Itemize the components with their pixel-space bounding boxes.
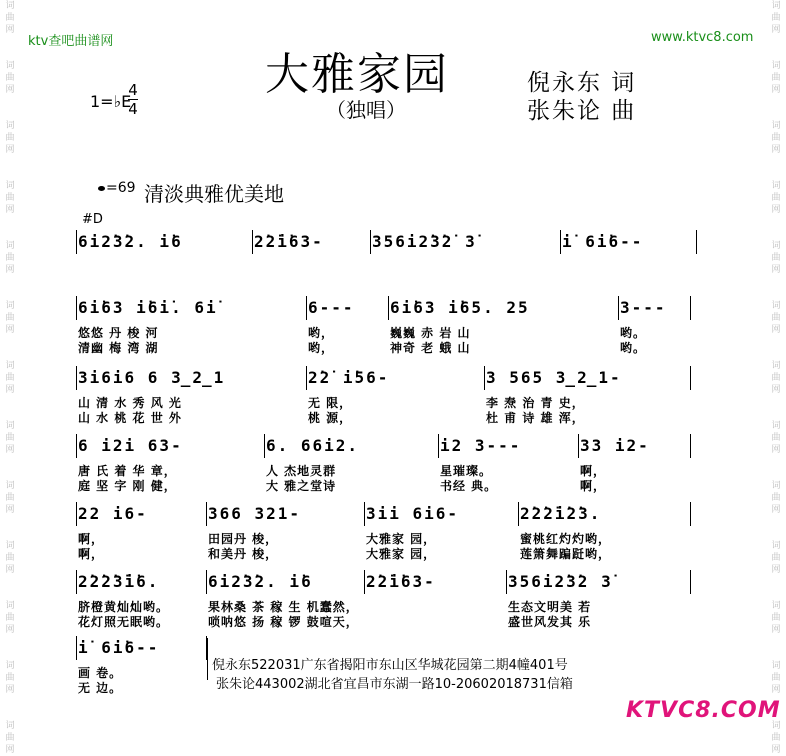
watermark-glyph: 词曲网 — [5, 541, 15, 575]
measure-notes: 2̇2̇i̇63- — [254, 232, 324, 251]
barline — [206, 502, 207, 526]
measure-notes: 2̇2̇i̇63- — [366, 572, 436, 591]
barline — [264, 434, 265, 458]
site-logo[interactable]: KTVC8.COM — [626, 698, 781, 723]
barline — [76, 434, 77, 458]
watermark-glyph: 词曲网 — [5, 361, 15, 395]
measure-notes: 2̇2̇2̇3̇i̇6. — [78, 572, 160, 591]
lyric-verse-1: 星璀璨。 — [440, 464, 493, 478]
lyricist-credit: 倪永东 词 — [527, 70, 637, 96]
lyric-verse-2: 大雅家 园， — [366, 547, 437, 561]
measure-notes: 2̇2̇2̇i̇2̇3. — [520, 504, 602, 523]
barline — [484, 366, 485, 390]
lyric-verse-2: 哟。 — [620, 341, 647, 355]
lyric-verse-2: 盛世风发其 乐 — [508, 615, 592, 629]
chord-mark: #D — [82, 212, 103, 227]
watermark-glyph: 词曲网 — [771, 1, 781, 35]
composer-credit: 张朱论 曲 — [527, 98, 637, 124]
barline — [690, 502, 691, 526]
lyric-verse-1: 大雅家 园， — [366, 532, 437, 546]
song-title: 大雅家园 — [265, 49, 449, 100]
watermark-glyph: 词曲网 — [5, 1, 15, 35]
watermark-glyph: 词曲网 — [771, 601, 781, 635]
measure-notes: 3ii 6i6- — [366, 504, 460, 523]
measure-notes: 3 565 3̲2̲1- — [486, 368, 622, 387]
measure-notes: 6i2̇3̇2. i̇6 — [78, 232, 183, 251]
watermark-glyph: 词曲网 — [771, 61, 781, 95]
measure-notes: 3--- — [620, 298, 667, 317]
barline — [306, 366, 307, 390]
barline — [560, 230, 561, 254]
lyric-verse-2: 和美丹 梭， — [208, 547, 279, 561]
measure-notes: 6--- — [308, 298, 355, 317]
lyric-verse-1: 巍巍 赤 岩 山 — [390, 326, 471, 340]
measure-notes: 6. 66i2. — [266, 436, 360, 455]
barline — [518, 502, 519, 526]
measure-notes: 366 321- — [208, 504, 302, 523]
measure-notes: 6 i2i 63- — [78, 436, 183, 455]
barline — [690, 570, 691, 594]
lyric-verse-2: 唢呐悠 扬 稼 锣 鼓喧天， — [208, 615, 359, 629]
lyric-verse-1: 蜜桃红灼灼哟， — [520, 532, 612, 546]
lyric-verse-1: 山 清 水 秀 风 光 — [78, 396, 182, 410]
lyric-verse-2: 啊， — [580, 479, 607, 493]
barline — [364, 502, 365, 526]
measure-notes: 3i6i6 6 3̲2̲1 — [78, 368, 226, 387]
lyric-verse-1: 啊， — [580, 464, 607, 478]
lyric-verse-1: 唐 氏 着 华 章， — [78, 464, 177, 478]
barline — [306, 296, 307, 320]
lyric-verse-2: 庭 坚 字 刚 健， — [78, 479, 177, 493]
watermark-glyph: 词曲网 — [771, 541, 781, 575]
lyric-verse-2: 花灯照无眠哟。 — [78, 615, 170, 629]
lyric-verse-2: 大 雅之堂诗 — [266, 479, 337, 493]
lyric-verse-2: 清幽 梅 湾 湖 — [78, 341, 159, 355]
lyric-verse-1: 生态文明美 若 — [508, 600, 592, 614]
measure-notes: 6i̇63 i̇65. 25 — [390, 298, 530, 317]
barline — [696, 230, 697, 254]
barline — [618, 296, 619, 320]
barline — [690, 296, 691, 320]
watermark-glyph: 词曲网 — [771, 481, 781, 515]
watermark-glyph: 词曲网 — [5, 481, 15, 515]
barline — [578, 434, 579, 458]
watermark-glyph: 词曲网 — [5, 121, 15, 155]
barline — [364, 570, 365, 594]
watermark-glyph: 词曲网 — [5, 721, 15, 755]
barline — [690, 434, 691, 458]
lyric-verse-1: 悠悠 丹 梭 河 — [78, 326, 159, 340]
watermark-glyph: 词曲网 — [771, 421, 781, 455]
site-url-right[interactable]: www.ktvc8.com — [651, 30, 754, 45]
lyric-verse-1: 哟， — [308, 326, 335, 340]
quarter-note-icon — [98, 186, 105, 191]
measure-notes: 33 i2- — [580, 436, 650, 455]
barline — [76, 636, 77, 660]
lyric-verse-2: 啊， — [78, 547, 105, 561]
watermark-glyph: 词曲网 — [771, 121, 781, 155]
lyric-verse-2: 神奇 老 蛾 山 — [390, 341, 471, 355]
watermark-glyph: 词曲网 — [5, 61, 15, 95]
watermark-glyph: 词曲网 — [771, 241, 781, 275]
watermark-glyph: 词曲网 — [771, 721, 781, 755]
lyric-verse-1: 脐橙黄灿灿哟。 — [78, 600, 170, 614]
song-subtitle: （独唱） — [326, 98, 406, 122]
measure-notes: i̇ 6i̇6-- — [78, 638, 160, 657]
watermark-glyph: 词曲网 — [771, 361, 781, 395]
address-line-2: 张朱论443002湖北省宜昌市东湖一路10-20602018731信箱 — [216, 677, 573, 692]
barline — [76, 296, 77, 320]
lyric-verse-2: 杜 甫 诗 雄 浑， — [486, 411, 585, 425]
measure-notes: 356i2̇3̇2̇ 3̇ — [372, 232, 477, 251]
lyric-verse-1: 画 卷。 — [78, 666, 123, 680]
address-bar-line — [207, 638, 208, 680]
barline — [506, 570, 507, 594]
tempo-mark: =69 — [98, 180, 136, 196]
lyric-verse-2: 山 水 桃 花 世 外 — [78, 411, 182, 425]
watermark-glyph: 词曲网 — [5, 421, 15, 455]
lyric-verse-2: 书经 典。 — [440, 479, 498, 493]
site-name-left[interactable]: ktv查吧曲谱网 — [28, 34, 114, 49]
key-signature: 1=♭E — [90, 92, 132, 111]
watermark-glyph: 词曲网 — [5, 181, 15, 215]
barline — [76, 502, 77, 526]
measure-notes: 6i̇63 i̇6i̇. 6i̇ — [78, 298, 218, 317]
measure-notes: 356i2̇3̇2 3̇ — [508, 572, 613, 591]
lyric-verse-2: 桃 源， — [308, 411, 353, 425]
lyric-verse-1: 啊， — [78, 532, 105, 546]
watermark-glyph: 词曲网 — [5, 301, 15, 335]
measure-notes: 2̇2̇ i̇56- — [308, 368, 390, 387]
measure-notes: i̇ 6i̇6-- — [562, 232, 644, 251]
lyric-verse-1: 田园丹 梭， — [208, 532, 279, 546]
watermark-glyph: 词曲网 — [5, 601, 15, 635]
lyric-verse-1: 无 限， — [308, 396, 353, 410]
barline — [690, 366, 691, 390]
lyric-verse-1: 哟。 — [620, 326, 647, 340]
time-signature: 4 4 — [128, 81, 138, 118]
lyric-verse-1: 李 焘 治 青 史， — [486, 396, 585, 410]
watermark-glyph: 词曲网 — [5, 661, 15, 695]
measure-notes: 22 i6- — [78, 504, 148, 523]
barline — [206, 570, 207, 594]
watermark-glyph: 词曲网 — [771, 301, 781, 335]
barline — [76, 570, 77, 594]
barline — [388, 296, 389, 320]
lyric-verse-1: 果林桑 茶 稼 生 机蠢然， — [208, 600, 359, 614]
expression-mark: 清淡典雅优美地 — [144, 182, 284, 206]
lyric-verse-2: 莲箫舞蹁跹哟， — [520, 547, 612, 561]
barline — [76, 230, 77, 254]
watermark-glyph: 词曲网 — [771, 181, 781, 215]
measure-notes: i2 3--- — [440, 436, 522, 455]
barline — [76, 366, 77, 390]
watermark-glyph: 词曲网 — [5, 241, 15, 275]
barline — [438, 434, 439, 458]
lyric-verse-2: 哟， — [308, 341, 335, 355]
watermark-glyph: 词曲网 — [771, 661, 781, 695]
lyric-verse-2: 无 边。 — [78, 681, 123, 695]
address-line-1: 倪永东522031广东省揭阳市东山区华城花园第二期4幢401号 — [212, 658, 568, 673]
barline — [370, 230, 371, 254]
lyric-verse-1: 人 杰地灵群 — [266, 464, 337, 478]
measure-notes: 6i2̇3̇2. i̇6 — [208, 572, 313, 591]
barline — [252, 230, 253, 254]
